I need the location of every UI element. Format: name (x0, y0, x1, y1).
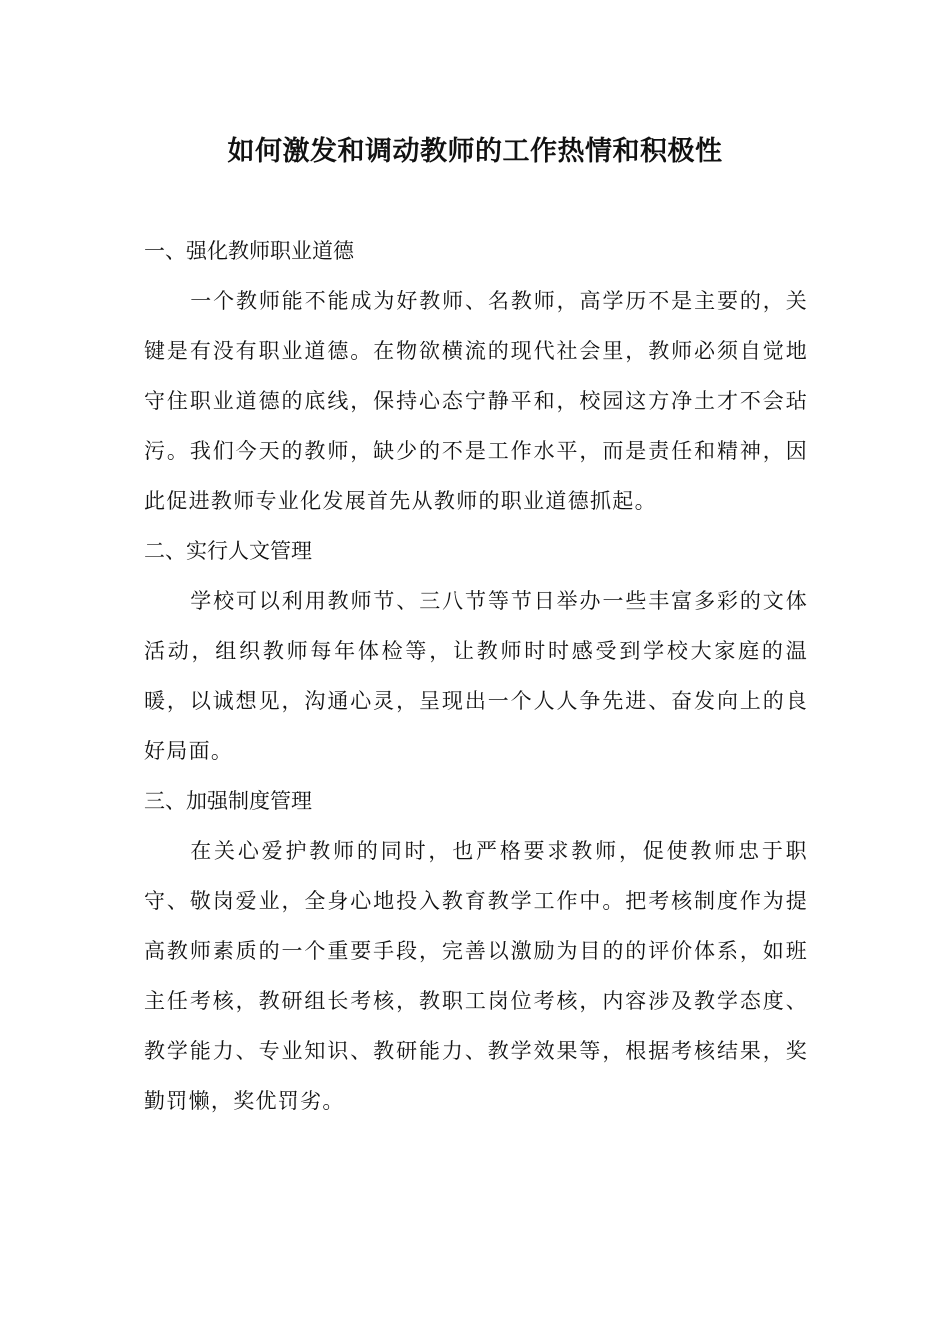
section-heading: 一、强化教师职业道德 (144, 239, 354, 263)
section-system-management (144, 776, 808, 1126)
document-title: 如何激发和调动教师的工作热情和积极性 (227, 136, 723, 167)
section-paragraph: 在关心爱护教师的同时，也严格要求教师，促使教师忠于职守、敬岗爱业，全身心地投入教育教学工作中。把考核制度作为提高教师素质的一个重要手段，完善以激励为目的的评价体系，如班主任考核，教研组长考核，教职工岗位考核，内容涉及教学态度、教学能力、专业知识、教研能力、教学效果等，根据考核结果，奖勤罚懒，奖优罚劣。 (144, 839, 808, 1113)
document-content (144, 226, 808, 1126)
section-paragraph: 一个教师能不能成为好教师、名教师，高学历不是主要的，关键是有没有职业道德。在物欲横流的现代社会里，教师必须自觉地守住职业道德的底线，保持心态宁静平和，校园这方净土才不会玷污。我们今天的教师，缺少的不是工作水平，而是责任和精神，因此促进教师专业化发展首先从教师的职业道德抓起。 (144, 289, 808, 513)
section-paragraph: 学校可以利用教师节、三八节等节日举办一些丰富多彩的文体活动，组织教师每年体检等，让教师时时感受到学校大家庭的温暖，以诚想见，沟通心灵，呈现出一个人人争先进、奋发向上的良好局面。 (144, 589, 808, 763)
section-professional-ethics (144, 226, 808, 526)
section-heading: 二、实行人文管理 (144, 539, 312, 563)
section-heading: 三、加强制度管理 (144, 789, 312, 813)
section-humanistic-management (144, 526, 808, 776)
